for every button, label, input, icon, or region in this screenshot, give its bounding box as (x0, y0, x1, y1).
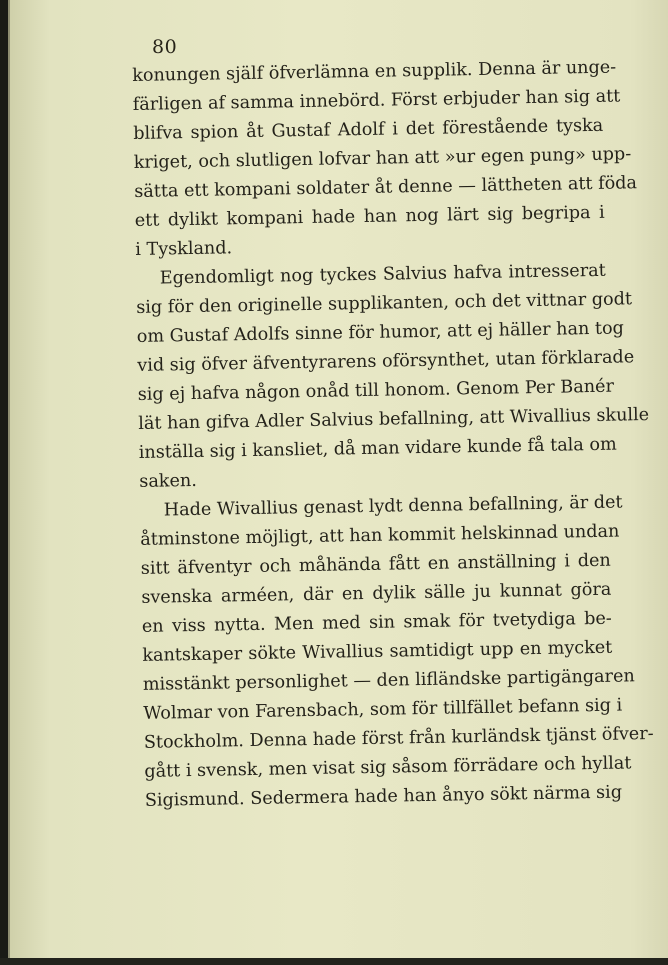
text-line: sig för den originelle supplikanten, och det vittnar godt (136, 289, 633, 318)
text-line: misstänkt personlighet — den lifländske partigängaren (142, 666, 635, 695)
text-line: sig ej hafva någon onåd till honom. Genom Per Banér (137, 376, 615, 405)
text-line: åtminstone möjligt, att han kommit helskinnad undan (140, 521, 620, 550)
text-line: en viss nytta. Men med sin smak för tvetydiga be- (141, 608, 612, 637)
text-line: Hade Wivallius genast lydt denna befallning, är det (163, 492, 623, 521)
text-line: blifva spion åt Gustaf Adolf i det förestående tyska (133, 115, 604, 144)
text-line: Wolmar von Farensbach, som för tillfället befann sig i (143, 695, 623, 724)
text-line: lät han gifva Adler Salvius befallning, att Wivallius skulle (138, 405, 650, 434)
scan-left-edge (0, 0, 8, 965)
page-number: 80 (152, 36, 178, 58)
scan-bottom-edge (0, 958, 668, 965)
body-text (132, 54, 654, 816)
text-line: Sigismund. Sedermera hade han ånyo sökt närma sig (144, 782, 623, 811)
text-line: sitt äfventyr och måhända fått en anställning i den (140, 550, 611, 579)
text-line: kantskaper sökte Wivallius samtidigt upp en mycket (142, 637, 613, 666)
text-line: svenska arméen, där en dylik sälle ju kunnat göra (141, 579, 612, 608)
text-line: om Gustaf Adolfs sinne för humor, att ej häller han tog (136, 318, 625, 347)
text-line: Egendomligt nog tyckes Salvius hafva intresserat (159, 260, 606, 289)
text-line: i Tyskland. (135, 238, 233, 260)
text-line: kriget, och slutligen lofvar han att »ur egen pung» upp- (133, 144, 632, 173)
text-line: sätta ett kompani soldater åt denne — lättheten att föda (134, 173, 638, 202)
text-line: vid sig öfver äfventyrarens oförsynthet, utan förklarade (137, 347, 635, 376)
text-line: saken. (139, 470, 198, 492)
text-line: konungen själf öfverlämna en supplik. Denna är unge- (132, 57, 617, 86)
text-line: inställa sig i kansliet, då man vidare kunde få tala om (138, 434, 617, 463)
text-line: färligen af samma innebörd. Först erbjuder han sig att (132, 86, 621, 115)
text-line: gått i svensk, men visat sig såsom förrädare och hyllat (144, 753, 632, 782)
text-line: Stockholm. Denna hade först från kurländsk tjänst öfver- (143, 724, 654, 753)
book-page (8, 0, 668, 958)
text-line: ett dylikt kompani hade han nog lärt sig begripa i (134, 202, 605, 231)
